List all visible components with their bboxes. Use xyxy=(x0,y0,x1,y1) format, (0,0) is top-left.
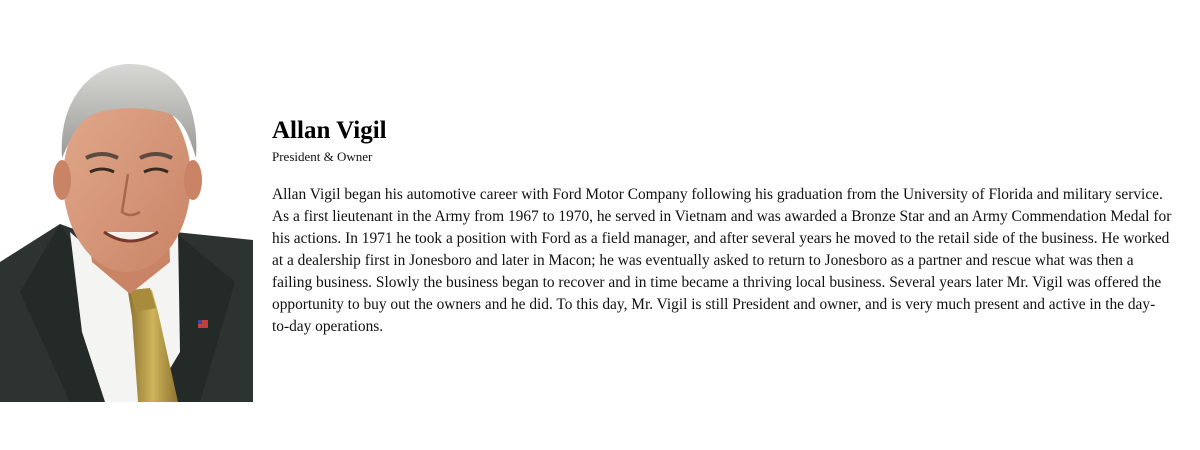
profile-photo xyxy=(0,62,253,402)
profile-details xyxy=(272,116,1172,338)
portrait-image xyxy=(0,62,253,402)
profile-name: Allan Vigil xyxy=(272,117,387,144)
profile-title: President & Owner xyxy=(272,149,373,164)
profile-bio: Allan Vigil began his automotive career with Ford Motor Company following his graduation from the University of Florida and military service. As a first lieutenant in the Army from 1967 to 1970, he served in Vietnam and was awarded a Bronze Star and an Army Commendation Medal for his actions. In 1971 he took a position with Ford as a field manager, and after several years he moved to the retail side of the business. He worked at a dealership first in Jonesboro and later in Macon; he was eventually asked to return to Jonesboro as a partner and rescue what was then a failing business. Slowly the business began to recover and in time became a thriving local business. Several years later Mr. Vigil was offered the opportunity to buy out the owners and he did. To this day, Mr. Vigil is still President and owner, and is very much present and active in the day-to-day operations. xyxy=(272,186,1172,335)
